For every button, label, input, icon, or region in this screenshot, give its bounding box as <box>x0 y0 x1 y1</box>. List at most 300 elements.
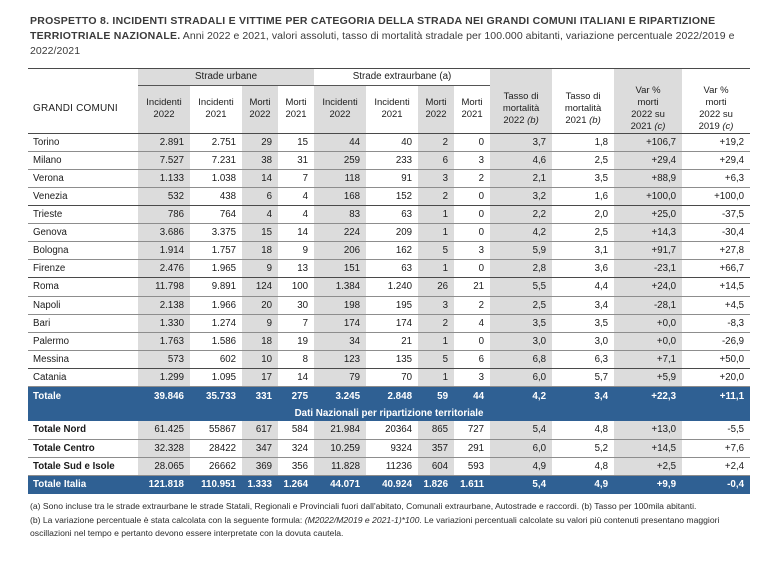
column-header-var-morti-2022-su-2021 <box>614 85 682 133</box>
data-cell: -8,3 <box>682 314 750 332</box>
column-header-ext-incidenti-2021 <box>366 85 418 133</box>
col-line1: Morti <box>461 97 483 109</box>
data-cell: 91 <box>366 169 418 187</box>
data-cell: +29,4 <box>682 151 750 169</box>
data-cell: 1.384 <box>314 278 366 296</box>
data-cell: 1.095 <box>190 368 242 386</box>
data-cell: +4,5 <box>682 296 750 314</box>
subtotal-cell: 28422 <box>190 439 242 457</box>
data-cell: 209 <box>366 224 418 242</box>
data-cell: 2,1 <box>490 169 552 187</box>
col-note: (c) <box>654 120 666 132</box>
row-label: Torino <box>28 133 138 151</box>
data-cell: 3,5 <box>552 314 614 332</box>
table-row <box>28 296 750 314</box>
subtotal-cell: +2,5 <box>614 457 682 475</box>
table-row <box>28 206 750 224</box>
subtotal-row-label: Totale Sud e Isole <box>28 457 138 475</box>
column-header-urb-incidenti-2021 <box>190 85 242 133</box>
data-cell: 6 <box>418 151 454 169</box>
data-cell: 4,4 <box>552 278 614 296</box>
data-cell: 764 <box>190 206 242 224</box>
italy-total-cell: 1.333 <box>242 475 278 494</box>
data-cell: 3,5 <box>490 314 552 332</box>
subtotal-cell: 55867 <box>190 421 242 439</box>
group-header-spacer-var-2021 <box>614 68 682 85</box>
total-cell: 44 <box>454 386 490 405</box>
subtotal-cell: 4,8 <box>552 457 614 475</box>
italy-total-cell: +9,9 <box>614 475 682 494</box>
data-cell: +25,0 <box>614 206 682 224</box>
data-cell: 9 <box>278 242 314 260</box>
subtotal-cell: 357 <box>418 439 454 457</box>
data-cell: 2 <box>418 314 454 332</box>
data-cell: 100 <box>278 278 314 296</box>
data-cell: 5 <box>418 242 454 260</box>
column-header-row <box>28 85 750 133</box>
table-row <box>28 151 750 169</box>
data-cell: 44 <box>314 133 366 151</box>
data-cell: 1,8 <box>552 133 614 151</box>
italy-total-cell: 44.071 <box>314 475 366 494</box>
data-cell: -23,1 <box>614 260 682 278</box>
data-cell: 1.966 <box>190 296 242 314</box>
data-cell: 40 <box>366 133 418 151</box>
subtotal-cell: 21.984 <box>314 421 366 439</box>
data-cell: +0,0 <box>614 332 682 350</box>
data-cell: 3.686 <box>138 224 190 242</box>
data-cell: -28,1 <box>614 296 682 314</box>
group-header-strade-urbane: Strade urbane <box>138 68 314 85</box>
subtotal-cell: 356 <box>278 457 314 475</box>
data-cell: 18 <box>242 332 278 350</box>
data-cell: 532 <box>138 187 190 205</box>
data-cell: 1.240 <box>366 278 418 296</box>
data-cell: 9 <box>242 260 278 278</box>
data-cell: +14,5 <box>682 278 750 296</box>
data-cell: 573 <box>138 350 190 368</box>
row-label: Roma <box>28 278 138 296</box>
italy-total-cell: 110.951 <box>190 475 242 494</box>
data-cell: 0 <box>454 332 490 350</box>
data-cell: +91,7 <box>614 242 682 260</box>
italy-total-cell: 1.611 <box>454 475 490 494</box>
total-row <box>28 386 750 405</box>
subtotal-row-label: Totale Centro <box>28 439 138 457</box>
column-header-urb-morti-2021 <box>278 85 314 133</box>
italy-total-cell: 121.818 <box>138 475 190 494</box>
data-cell: 31 <box>278 151 314 169</box>
data-cell: 0 <box>454 224 490 242</box>
data-cell: 1 <box>418 224 454 242</box>
subtotal-cell: 5,2 <box>552 439 614 457</box>
subtotal-cell: +2,4 <box>682 457 750 475</box>
data-cell: 6 <box>454 350 490 368</box>
data-cell: 602 <box>190 350 242 368</box>
data-cell: 5,7 <box>552 368 614 386</box>
data-cell: 5 <box>418 350 454 368</box>
data-cell: 1.586 <box>190 332 242 350</box>
data-cell: +100,0 <box>682 187 750 205</box>
column-header-grandi-comuni: GRANDI COMUNI <box>28 85 138 133</box>
data-cell: 1.133 <box>138 169 190 187</box>
title-main: PROSPETTO 8. INCIDENTI STRADALI E VITTIME PER CATEGORIA DELLA STRADA NEI GRANDI COMUNI ITALIANI E RIPARTIZIONE TERRIOTRIALE NAZIONALE. <box>30 15 716 43</box>
subtotal-cell: 5,4 <box>490 421 552 439</box>
data-cell: +66,7 <box>682 260 750 278</box>
subtotal-cell: 584 <box>278 421 314 439</box>
footnote-b-formula: (M2022/M2019 e 2021-1)*100 <box>304 514 420 525</box>
italy-total-row <box>28 475 750 494</box>
column-header-ext-morti-2022 <box>418 85 454 133</box>
data-cell: 206 <box>314 242 366 260</box>
data-cell: 135 <box>366 350 418 368</box>
data-cell: 0 <box>454 187 490 205</box>
data-cell: 7 <box>278 314 314 332</box>
subtotal-cell: 6,0 <box>490 439 552 457</box>
data-cell: 2,0 <box>552 206 614 224</box>
table-row <box>28 314 750 332</box>
col-line1: Morti <box>285 97 307 109</box>
data-cell: 21 <box>366 332 418 350</box>
data-cell: 3,0 <box>552 332 614 350</box>
table-row <box>28 278 750 296</box>
footnote-a-text: Sono incluse tra le strade extraurbane le strade Statali, Regionali e Provinciali fuori dall'abitato, Comunali extraurbane, Autostrade e raccordi. (b) Tasso per 100mila abitanti. <box>42 500 697 511</box>
total-cell: 4,2 <box>490 386 552 405</box>
col-line1: Incidenti <box>198 97 234 109</box>
page-title <box>0 0 768 68</box>
data-cell: -37,5 <box>682 206 750 224</box>
data-cell: 15 <box>278 133 314 151</box>
subtotal-cell: 291 <box>454 439 490 457</box>
total-cell: 331 <box>242 386 278 405</box>
subtotal-row <box>28 457 750 475</box>
col-line1: Incidenti <box>322 97 358 109</box>
group-header-row <box>28 68 750 85</box>
data-cell: 1.299 <box>138 368 190 386</box>
italy-total-cell: 40.924 <box>366 475 418 494</box>
subtotal-cell: 28.065 <box>138 457 190 475</box>
data-cell: 1.965 <box>190 260 242 278</box>
data-cell: 2 <box>418 187 454 205</box>
subtotal-cell: +14,5 <box>614 439 682 457</box>
subtotal-cell: 20364 <box>366 421 418 439</box>
data-cell: 3,0 <box>490 332 552 350</box>
footnote-a <box>30 500 748 513</box>
data-cell: 4,6 <box>490 151 552 169</box>
col-line3: 2022 su <box>699 108 733 120</box>
italy-total-cell: 1.264 <box>278 475 314 494</box>
data-cell: 4 <box>278 187 314 205</box>
data-cell: 2.891 <box>138 133 190 151</box>
data-cell: 13 <box>278 260 314 278</box>
col-line2: mortalità <box>502 102 540 114</box>
col-line2: 2021 <box>461 109 483 121</box>
data-cell: 63 <box>366 260 418 278</box>
data-cell: 10 <box>242 350 278 368</box>
row-label: Napoli <box>28 296 138 314</box>
data-cell: +19,2 <box>682 133 750 151</box>
data-cell: 1 <box>418 368 454 386</box>
data-cell: 1.914 <box>138 242 190 260</box>
section-banner <box>28 405 750 421</box>
col-line1: Tasso di <box>565 91 601 103</box>
data-cell: 162 <box>366 242 418 260</box>
data-cell: 1,6 <box>552 187 614 205</box>
title-subtitle: Anni 2022 e 2021, valori assoluti, tasso di mortalità stradale per 100.000 abitanti, variazione percentuale 2022/2019 e 2022/2021 <box>30 30 735 58</box>
subtotal-row-label: Totale Nord <box>28 421 138 439</box>
data-cell: 195 <box>366 296 418 314</box>
data-cell: 3,1 <box>552 242 614 260</box>
data-cell: 29 <box>242 133 278 151</box>
data-cell: 2.138 <box>138 296 190 314</box>
italy-total-row-label: Totale Italia <box>28 475 138 494</box>
col-line2: 2022 <box>425 109 447 121</box>
column-header-tasso-mortalita-2022 <box>490 85 552 133</box>
group-header-strade-extraurbane: Strade extraurbane (a) <box>314 68 490 85</box>
italy-total-cell: 1.826 <box>418 475 454 494</box>
col-line4: 2019 <box>698 120 720 132</box>
data-cell: 7.527 <box>138 151 190 169</box>
total-row-label: Totale <box>28 386 138 405</box>
total-cell: +22,3 <box>614 386 682 405</box>
data-cell: 14 <box>242 169 278 187</box>
subtotal-cell: 865 <box>418 421 454 439</box>
subtotal-cell: 604 <box>418 457 454 475</box>
row-label: Verona <box>28 169 138 187</box>
data-cell: 3,6 <box>552 260 614 278</box>
data-cell: 1.330 <box>138 314 190 332</box>
row-label: Palermo <box>28 332 138 350</box>
total-cell: 59 <box>418 386 454 405</box>
data-cell: 124 <box>242 278 278 296</box>
row-label: Messina <box>28 350 138 368</box>
data-cell: 79 <box>314 368 366 386</box>
row-label: Firenze <box>28 260 138 278</box>
col-line1: Var % <box>703 85 729 97</box>
data-cell: 26 <box>418 278 454 296</box>
data-cell: +29,4 <box>614 151 682 169</box>
data-cell: 3 <box>418 169 454 187</box>
data-cell: 2 <box>418 133 454 151</box>
subtotal-cell: 593 <box>454 457 490 475</box>
data-cell: 2 <box>454 296 490 314</box>
data-cell: 123 <box>314 350 366 368</box>
col-line3: 2022 su <box>631 108 665 120</box>
data-cell: 4 <box>454 314 490 332</box>
table-row <box>28 350 750 368</box>
data-cell: 2,2 <box>490 206 552 224</box>
column-header-ext-incidenti-2022 <box>314 85 366 133</box>
data-cell: 6 <box>242 187 278 205</box>
row-label: Genova <box>28 224 138 242</box>
data-cell: 786 <box>138 206 190 224</box>
data-cell: +7,1 <box>614 350 682 368</box>
data-cell: 1 <box>418 332 454 350</box>
column-header-ext-morti-2021 <box>454 85 490 133</box>
group-header-spacer-tasso-2021 <box>552 68 614 85</box>
data-cell: 7.231 <box>190 151 242 169</box>
col-line1: Tasso di <box>503 91 539 103</box>
subtotal-cell: 727 <box>454 421 490 439</box>
data-cell: 4 <box>278 206 314 224</box>
row-label: Venezia <box>28 187 138 205</box>
data-cell: 15 <box>242 224 278 242</box>
italy-total-cell: 5,4 <box>490 475 552 494</box>
subtotal-cell: 347 <box>242 439 278 457</box>
col-line2: morti <box>705 97 727 109</box>
col-line2: 2022 <box>329 109 351 121</box>
data-cell: 2,5 <box>552 151 614 169</box>
data-cell: 20 <box>242 296 278 314</box>
col-line2: 2021 <box>381 109 403 121</box>
data-cell: +88,9 <box>614 169 682 187</box>
column-header-var-morti-2022-su-2019 <box>682 85 750 133</box>
italy-total-cell: -0,4 <box>682 475 750 494</box>
data-cell: 3 <box>454 368 490 386</box>
data-cell: 14 <box>278 368 314 386</box>
data-cell: +6,3 <box>682 169 750 187</box>
data-cell: 1 <box>418 206 454 224</box>
data-cell: 11.798 <box>138 278 190 296</box>
data-cell: +14,3 <box>614 224 682 242</box>
subtotal-cell: 61.425 <box>138 421 190 439</box>
col-note: (b) <box>589 114 601 126</box>
subtotal-cell: -5,5 <box>682 421 750 439</box>
col-note: (c) <box>722 120 734 132</box>
data-cell: 9 <box>242 314 278 332</box>
subtotal-cell: 4,9 <box>490 457 552 475</box>
data-cell: 70 <box>366 368 418 386</box>
subtotal-cell: 10.259 <box>314 439 366 457</box>
subtotal-row <box>28 421 750 439</box>
row-label: Milano <box>28 151 138 169</box>
data-cell: 21 <box>454 278 490 296</box>
data-cell: 2,8 <box>490 260 552 278</box>
statistics-table <box>28 68 750 494</box>
data-cell: 34 <box>314 332 366 350</box>
subtotal-cell: +13,0 <box>614 421 682 439</box>
table-container <box>0 68 768 494</box>
data-cell: 4,2 <box>490 224 552 242</box>
subtotal-row <box>28 439 750 457</box>
data-cell: 3 <box>454 151 490 169</box>
data-cell: 5,5 <box>490 278 552 296</box>
subtotal-cell: 369 <box>242 457 278 475</box>
data-cell: 224 <box>314 224 366 242</box>
footnote-b-text-2: . Le variazioni percentuali calcolate su valori più contenuti presentano maggiori oscillazioni nel tempo e pertanto devono essere interpretate con la dovuta cautela. <box>30 514 720 538</box>
data-cell: 18 <box>242 242 278 260</box>
data-cell: 19 <box>278 332 314 350</box>
subtotal-cell: 617 <box>242 421 278 439</box>
group-header-spacer-var-2019 <box>682 68 750 85</box>
data-cell: 2,5 <box>490 296 552 314</box>
data-cell: 3,4 <box>552 296 614 314</box>
data-cell: 3 <box>418 296 454 314</box>
total-cell: 39.846 <box>138 386 190 405</box>
row-label: Trieste <box>28 206 138 224</box>
data-cell: 3.375 <box>190 224 242 242</box>
group-header-spacer <box>28 68 138 85</box>
col-line1: Morti <box>249 97 271 109</box>
row-label: Bari <box>28 314 138 332</box>
footnote-b-text-1: La variazione percentuale è stata calcolata con la seguente formula: <box>42 514 305 525</box>
column-header-tasso-mortalita-2021 <box>552 85 614 133</box>
data-cell: 7 <box>278 169 314 187</box>
data-cell: 2.476 <box>138 260 190 278</box>
data-cell: +106,7 <box>614 133 682 151</box>
data-cell: 14 <box>278 224 314 242</box>
table-footnotes <box>0 494 768 540</box>
data-cell: 1.038 <box>190 169 242 187</box>
subtotal-cell: 11.828 <box>314 457 366 475</box>
col-line3: 2021 <box>565 114 587 126</box>
data-cell: 174 <box>366 314 418 332</box>
data-cell: 2,5 <box>552 224 614 242</box>
row-label: Bologna <box>28 242 138 260</box>
col-line2: 2022 <box>153 109 175 121</box>
data-cell: 2 <box>454 169 490 187</box>
col-line2: mortalità <box>564 102 602 114</box>
data-cell: 30 <box>278 296 314 314</box>
col-line2: 2021 <box>205 109 227 121</box>
subtotal-cell: 9324 <box>366 439 418 457</box>
total-cell: +11,1 <box>682 386 750 405</box>
col-line1: Incidenti <box>374 97 410 109</box>
data-cell: 438 <box>190 187 242 205</box>
data-cell: 6,8 <box>490 350 552 368</box>
subtotal-cell: 26662 <box>190 457 242 475</box>
data-cell: 8 <box>278 350 314 368</box>
col-line2: 2021 <box>285 109 307 121</box>
data-cell: 9.891 <box>190 278 242 296</box>
data-cell: 3,5 <box>552 169 614 187</box>
data-cell: +20,0 <box>682 368 750 386</box>
data-cell: 3,2 <box>490 187 552 205</box>
data-cell: 259 <box>314 151 366 169</box>
data-cell: +0,0 <box>614 314 682 332</box>
data-cell: 83 <box>314 206 366 224</box>
data-cell: 6,0 <box>490 368 552 386</box>
total-cell: 275 <box>278 386 314 405</box>
data-cell: 1.274 <box>190 314 242 332</box>
group-header-spacer-tasso-2022 <box>490 68 552 85</box>
subtotal-cell: 324 <box>278 439 314 457</box>
table-row <box>28 187 750 205</box>
data-cell: 3,7 <box>490 133 552 151</box>
footnote-b <box>30 514 748 540</box>
subtotal-cell: 11236 <box>366 457 418 475</box>
section-banner-label: Dati Nazionali per ripartizione territoriale <box>28 405 750 421</box>
data-cell: 6,3 <box>552 350 614 368</box>
subtotal-cell: 32.328 <box>138 439 190 457</box>
subtotal-cell: 4,8 <box>552 421 614 439</box>
data-cell: 118 <box>314 169 366 187</box>
data-cell: +100,0 <box>614 187 682 205</box>
table-row <box>28 368 750 386</box>
footnote-a-label: (a) <box>30 500 41 511</box>
col-line1: Var % <box>635 85 661 97</box>
table-row <box>28 169 750 187</box>
table-body <box>28 133 750 494</box>
row-label: Catania <box>28 368 138 386</box>
data-cell: 0 <box>454 133 490 151</box>
total-cell: 2.848 <box>366 386 418 405</box>
data-cell: +27,8 <box>682 242 750 260</box>
data-cell: 17 <box>242 368 278 386</box>
data-cell: 4 <box>242 206 278 224</box>
col-note: (b) <box>527 114 539 126</box>
data-cell: 1.757 <box>190 242 242 260</box>
